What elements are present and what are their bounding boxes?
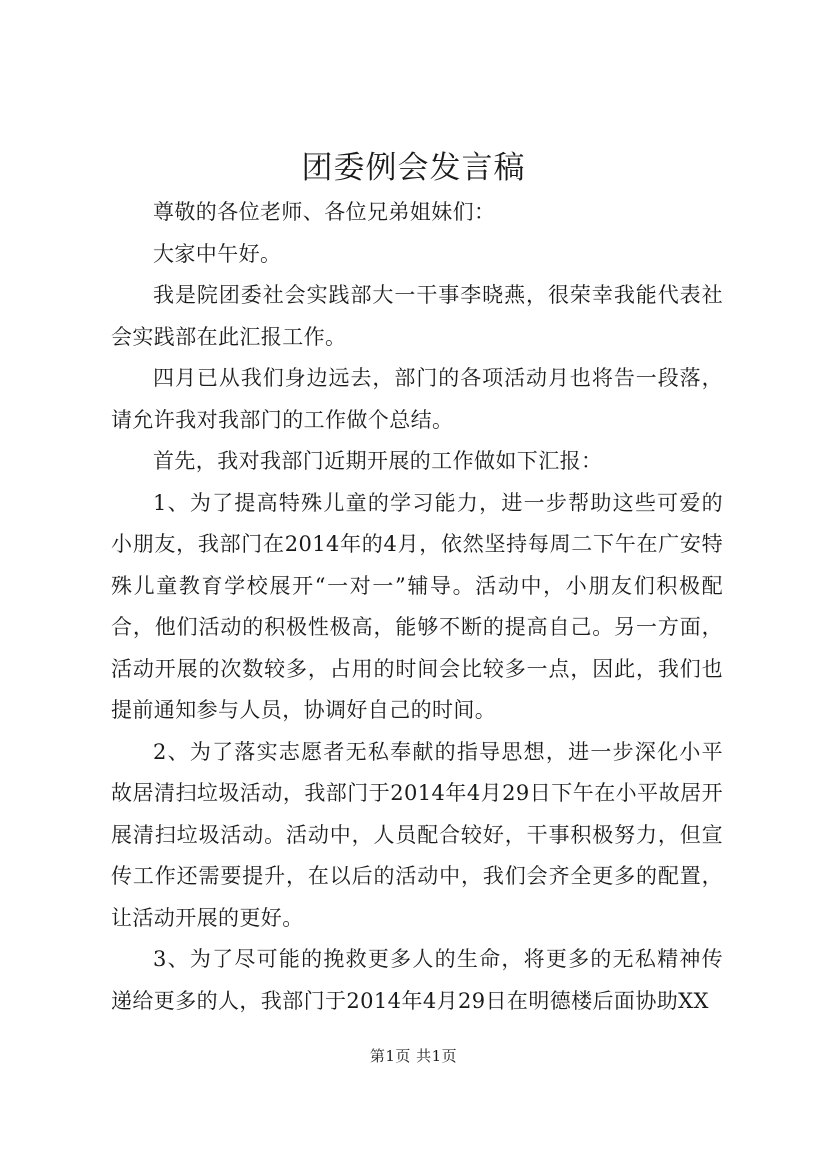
paragraph-item-1: 1、为了提高特殊儿童的学习能力，进一步帮助这些可爱的小朋友，我部门在2014年的4月，依然坚持每周二下午在广安特殊儿童教育学校展开“一对一”辅导。活动中，小朋友们积极配合，他们活动的积极性极高，能够不断的提高自己。另一方面，活动开展的次数较多，占用的时间会比较多一点，因此，我们也提前通知参与人员，协调好自己的时间。 xyxy=(111,490,723,722)
paragraph-introduction: 我是院团委社会实践部大一干事李晓燕，很荣幸我能代表社会实践部在此汇报工作。 xyxy=(111,283,723,349)
document-title: 团委例会发言稿 xyxy=(301,150,526,186)
paragraph-report-intro: 首先，我对我部门近期开展的工作做如下汇报： xyxy=(153,449,603,473)
paragraph-item-3: 3、为了尽可能的挽救更多人的生命，将更多的无私精神传递给更多的人，我部门于2014年4月29日在明德楼后面协助XX xyxy=(111,947,723,1013)
document-body xyxy=(111,192,723,1022)
paragraph-greeting: 大家中午好。 xyxy=(153,241,282,266)
paragraph-salutation: 尊敬的各位老师、各位兄弟姐妹们： xyxy=(153,200,496,224)
page-footer: 第1页 共1页 xyxy=(369,1047,458,1065)
paragraph-summary-intro: 四月已从我们身边远去，部门的各项活动月也将告一段落，请允许我对我部门的工作做个总结。 xyxy=(111,366,723,432)
paragraph-item-2: 2、为了落实志愿者无私奉献的指导思想，进一步深化小平故居清扫垃圾活动，我部门于2014年4月29日下午在小平故居开展清扫垃圾活动。活动中，人员配合较好，干事积极努力，但宣传工作还需要提升，在以后的活动中，我们会齐全更多的配置，让活动开展的更好。 xyxy=(111,739,723,930)
